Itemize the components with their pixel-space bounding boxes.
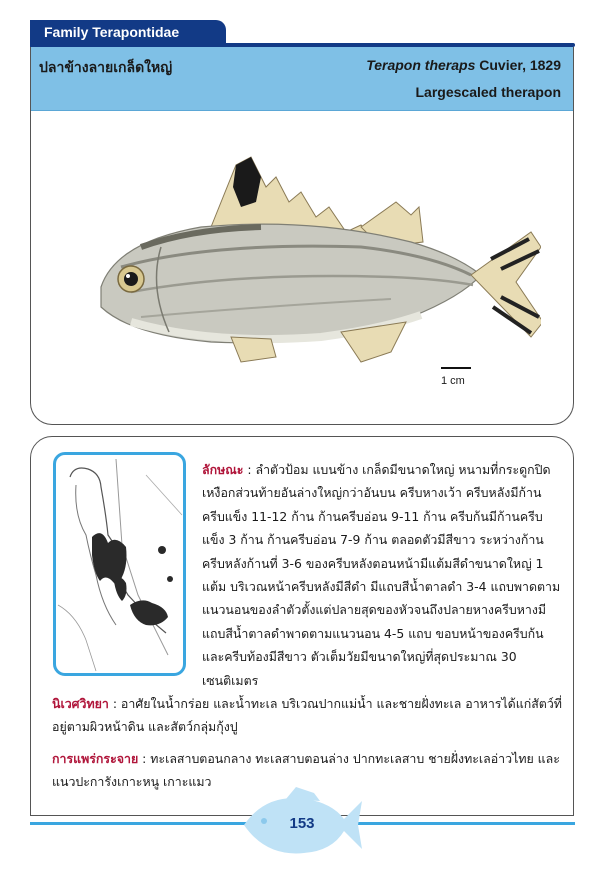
- description-paragraph: [202, 458, 562, 692]
- page-number: 153: [289, 815, 315, 832]
- thai-name: ปลาข้างลายเกล็ดใหญ่: [39, 60, 173, 76]
- distribution-map: [53, 452, 186, 676]
- species-header: [31, 47, 573, 111]
- description-text: : ลำตัวป้อม แบนข้าง เกล็ดมีขนาดใหญ่ หนามที่กระดูกปิดเหงือกส่วนท้ายอันล่างใหญ่กว่าอันบน ครีบหางเว้า ครีบหลังมีก้านครีบแข็ง 11-12 ก้าน ก้านครีบอ่อน 9-11 ก้าน ครีบก้นมีก้านครีบแข็ง 3 ก้าน ก้านครีบอ่อน 7-9 ก้าน ตลอดตัวมีสีขาว ระหว่างก้านครีบหลังก้านที่ 3-6 ของครีบหลังตอนหน้ามีแต้มสีดำขนาดใหญ่ 1 แต้ม บริเวณหน้าครีบหลังมีสีดำ มีแถบสีน้ำตาลดำ 3-4 แถบพาดตามแนวนอนของลำตัวตั้งแต่ปลายสุดของหัวจนถึงปลายหางครีบหางมีแถบสีน้ำตาลดำพาดตามแนวนอน 4-5 แถบ ขอบหน้าของครีบก้นและครีบท้องมีสีขาว ตัวเต็มวัยมีขนาดใหญ่ที่สุดประมาณ 30 เซนติเมตร: [202, 462, 561, 688]
- species-card: [30, 47, 574, 425]
- distribution-label: การแพร่กระจาย: [52, 751, 139, 766]
- scientific-name-line: [366, 57, 561, 73]
- ecology-paragraph: [52, 692, 564, 739]
- scale-bar: [441, 367, 471, 369]
- scientific-name: Terapon theraps: [366, 57, 476, 73]
- author: Cuvier, 1829: [479, 57, 561, 73]
- fish-photo: [61, 147, 541, 367]
- scale-label: 1 cm: [441, 375, 465, 387]
- ecology-text: : อาศัยในน้ำกร่อย และน้ำทะเล บริเวณปากแม่น้ำ และชายฝั่งทะเล อาหารได้แก่สัตว์ที่อยู่ตามผิวหน้าดิน และสัตว์กลุ่มกุ้งปู: [52, 696, 562, 735]
- ecology-label: นิเวศวิทยา: [52, 696, 109, 711]
- family-tab: Family Terapontidae: [30, 20, 226, 44]
- distribution-text: : ทะเลสาบตอนกลาง ทะเลสาบตอนล่าง ปากทะเลสาบ ชายฝั่งทะเลอ่าวไทย และแนวปะการังเกาะหนู เกาะแมว: [52, 751, 560, 790]
- lake-map-graphic: [56, 455, 183, 673]
- common-name: Largescaled therapon: [415, 84, 561, 100]
- description-label: ลักษณะ: [202, 462, 244, 477]
